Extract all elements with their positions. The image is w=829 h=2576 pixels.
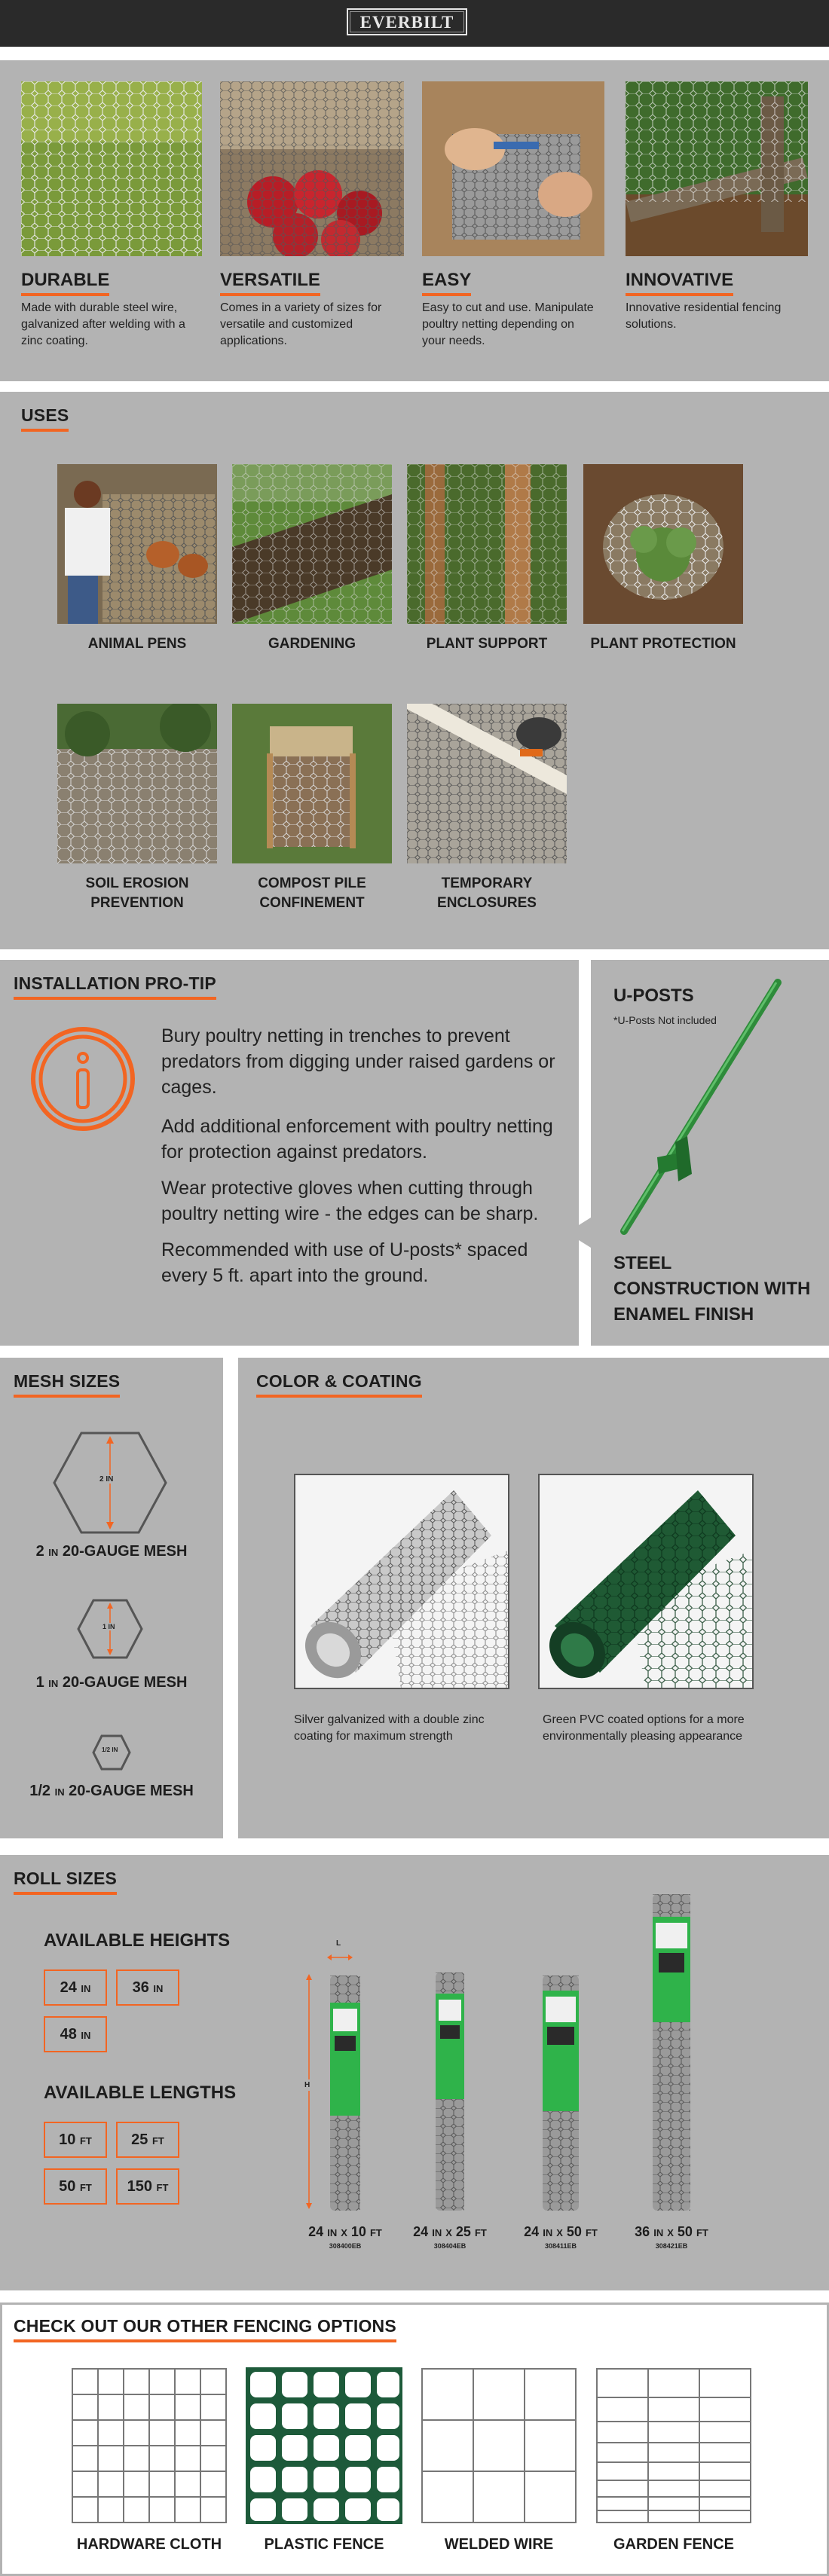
height-chip-24: 24 IN — [44, 1969, 107, 2006]
mesh-label-half-in: 1/2 IN 20-GAUGE MESH — [29, 1783, 194, 1799]
fence-label-plastic-fence: PLASTIC FENCE — [264, 2536, 384, 2553]
info-icon — [27, 1023, 139, 1135]
lengths-title: AVAILABLE LENGTHS — [44, 2082, 237, 2103]
mesh-hex-medium — [77, 1599, 143, 1659]
length-chip-10: 10 FT — [44, 2122, 107, 2158]
use-photo-animal-pens — [57, 464, 217, 624]
feature-text-innovative: Innovative residential fencing solutions. — [626, 301, 782, 331]
dim-label-h: H — [304, 2081, 310, 2089]
title-underline — [220, 293, 320, 296]
uposts-title: U-POSTS — [613, 985, 694, 1006]
use-photo-soil-erosion — [57, 704, 217, 863]
roll-sku-24x10: 308400EB — [329, 2242, 362, 2250]
mesh-label-1in: 1 IN 20-GAUGE MESH — [35, 1674, 188, 1691]
feature-photo-versatile — [220, 81, 404, 256]
roll-sku-24x50: 308411EB — [544, 2242, 577, 2250]
fencing-title: CHECK OUT OUR OTHER FENCING OPTIONS — [14, 2316, 396, 2342]
header-bar — [0, 0, 829, 47]
use-label-plant-support: PLANT SUPPORT — [426, 636, 548, 652]
coating-title: COLOR & COATING — [256, 1371, 422, 1398]
protip-text-4: Recommended with use of U-posts* spaced every 5 ft. apart into the ground. — [161, 1239, 528, 1286]
length-chip-50: 50 FT — [44, 2168, 107, 2205]
hardware-cloth-icon — [71, 2367, 228, 2524]
roll-sku-24x25: 308404EB — [433, 2242, 467, 2250]
brand-logo — [347, 8, 467, 35]
title-underline — [21, 293, 109, 296]
upost-product-image — [610, 976, 791, 1240]
mesh-label-2in: 2 IN 20-GAUGE MESH — [35, 1543, 188, 1560]
protip-text-2: Add additional enforcement with poultry netting for protection against predators. — [161, 1116, 553, 1163]
mesh-title: MESH SIZES — [14, 1371, 120, 1398]
protip-title: INSTALLATION PRO-TIP — [14, 973, 216, 1000]
uposts-pointer — [567, 1218, 591, 1248]
mesh-inner-label-large: 2 IN — [99, 1475, 114, 1484]
use-photo-temporary-enclosures — [407, 704, 567, 863]
title-underline — [422, 293, 471, 296]
feature-photo-durable — [21, 81, 202, 256]
feature-text-versatile: Comes in a variety of sizes for versatile and customized applications. — [220, 301, 382, 347]
height-chip-48: 48 IN — [44, 2016, 107, 2052]
heights-title: AVAILABLE HEIGHTS — [44, 1930, 231, 1951]
fence-label-hardware-cloth: HARDWARE CLOTH — [76, 2536, 222, 2553]
dim-label-l: L — [336, 1939, 341, 1948]
feature-text-durable: Made with durable steel wire, galvanized after welding with a zinc coating. — [21, 301, 185, 347]
roll-sku-36x50: 308421EB — [655, 2242, 688, 2250]
roll-product-24x25 — [433, 1972, 467, 2211]
feature-title-versatile: VERSATILE — [220, 270, 320, 296]
mesh-inner-label-medium: 1 IN — [102, 1623, 115, 1630]
length-chip-25: 25 FT — [116, 2122, 179, 2158]
feature-title-durable: DURABLE — [21, 270, 109, 296]
feature-photo-easy — [422, 81, 604, 256]
roll-product-36x50 — [650, 1894, 693, 2211]
mesh-hex-large — [53, 1432, 167, 1534]
coating-text-silver: Silver galvanized with a double zinc coating for maximum strength — [294, 1713, 485, 1743]
welded-wire-icon — [421, 2367, 577, 2524]
roll-label-24x25: 24 IN X 25 FT — [413, 2224, 487, 2239]
feature-text-easy: Easy to cut and use. Manipulate poultry netting depending on your needs. — [422, 301, 594, 347]
use-photo-plant-support — [407, 464, 567, 624]
roll-label-36x50: 36 IN X 50 FT — [635, 2224, 708, 2239]
rolls-title: ROLL SIZES — [14, 1869, 117, 1895]
use-photo-compost-pile — [232, 704, 392, 863]
roll-label-24x50: 24 IN X 50 FT — [524, 2224, 598, 2239]
coating-image-green — [538, 1474, 754, 1689]
roll-label-24x10: 24 IN X 10 FT — [308, 2224, 382, 2239]
feature-title-easy: EASY — [422, 270, 471, 296]
uposts-caption: STEEL CONSTRUCTION WITH ENAMEL FINISH — [613, 1253, 811, 1325]
logo-text: EVERBILT — [359, 13, 454, 32]
coating-image-silver — [294, 1474, 509, 1689]
uposts-note: *U-Posts Not included — [613, 1014, 717, 1026]
roll-product-24x10 — [327, 1976, 363, 2211]
use-photo-plant-protection — [583, 464, 743, 624]
roll-product-24x50 — [540, 1976, 582, 2211]
uses-title: USES — [21, 405, 69, 432]
fence-label-welded-wire: WELDED WIRE — [444, 2536, 554, 2553]
mesh-hex-small — [92, 1734, 131, 1771]
use-photo-gardening — [232, 464, 392, 624]
use-label-gardening: GARDENING — [268, 636, 356, 652]
protip-text-3: Wear protective gloves when cutting through poultry netting wire - the edges can be sharp. — [161, 1178, 539, 1224]
mesh-inner-label-small: 1/2 IN — [102, 1746, 118, 1753]
title-underline — [626, 293, 733, 296]
plastic-fence-icon — [246, 2367, 402, 2524]
coating-text-green: Green PVC coated options for a more environmentally pleasing appearance — [543, 1713, 745, 1743]
garden-fence-icon — [595, 2367, 752, 2524]
use-label-plant-protection: PLANT PROTECTION — [590, 636, 736, 652]
feature-photo-innovative — [626, 81, 808, 256]
feature-title-innovative: INNOVATIVE — [626, 270, 733, 296]
use-label-compost-pile: COMPOST PILE CONFINEMENT — [258, 875, 366, 911]
fence-label-garden-fence: GARDEN FENCE — [613, 2536, 734, 2553]
use-label-temporary-enclosures: TEMPORARY ENCLOSURES — [437, 875, 537, 911]
use-label-soil-erosion: SOIL EROSION PREVENTION — [85, 875, 189, 911]
length-chip-150: 150 FT — [116, 2168, 179, 2205]
use-label-animal-pens: ANIMAL PENS — [87, 636, 187, 652]
height-chip-36: 36 IN — [116, 1969, 179, 2006]
protip-text-1: Bury poultry netting in trenches to prevent predators from digging under raised gardens or cages. — [161, 1025, 555, 1098]
